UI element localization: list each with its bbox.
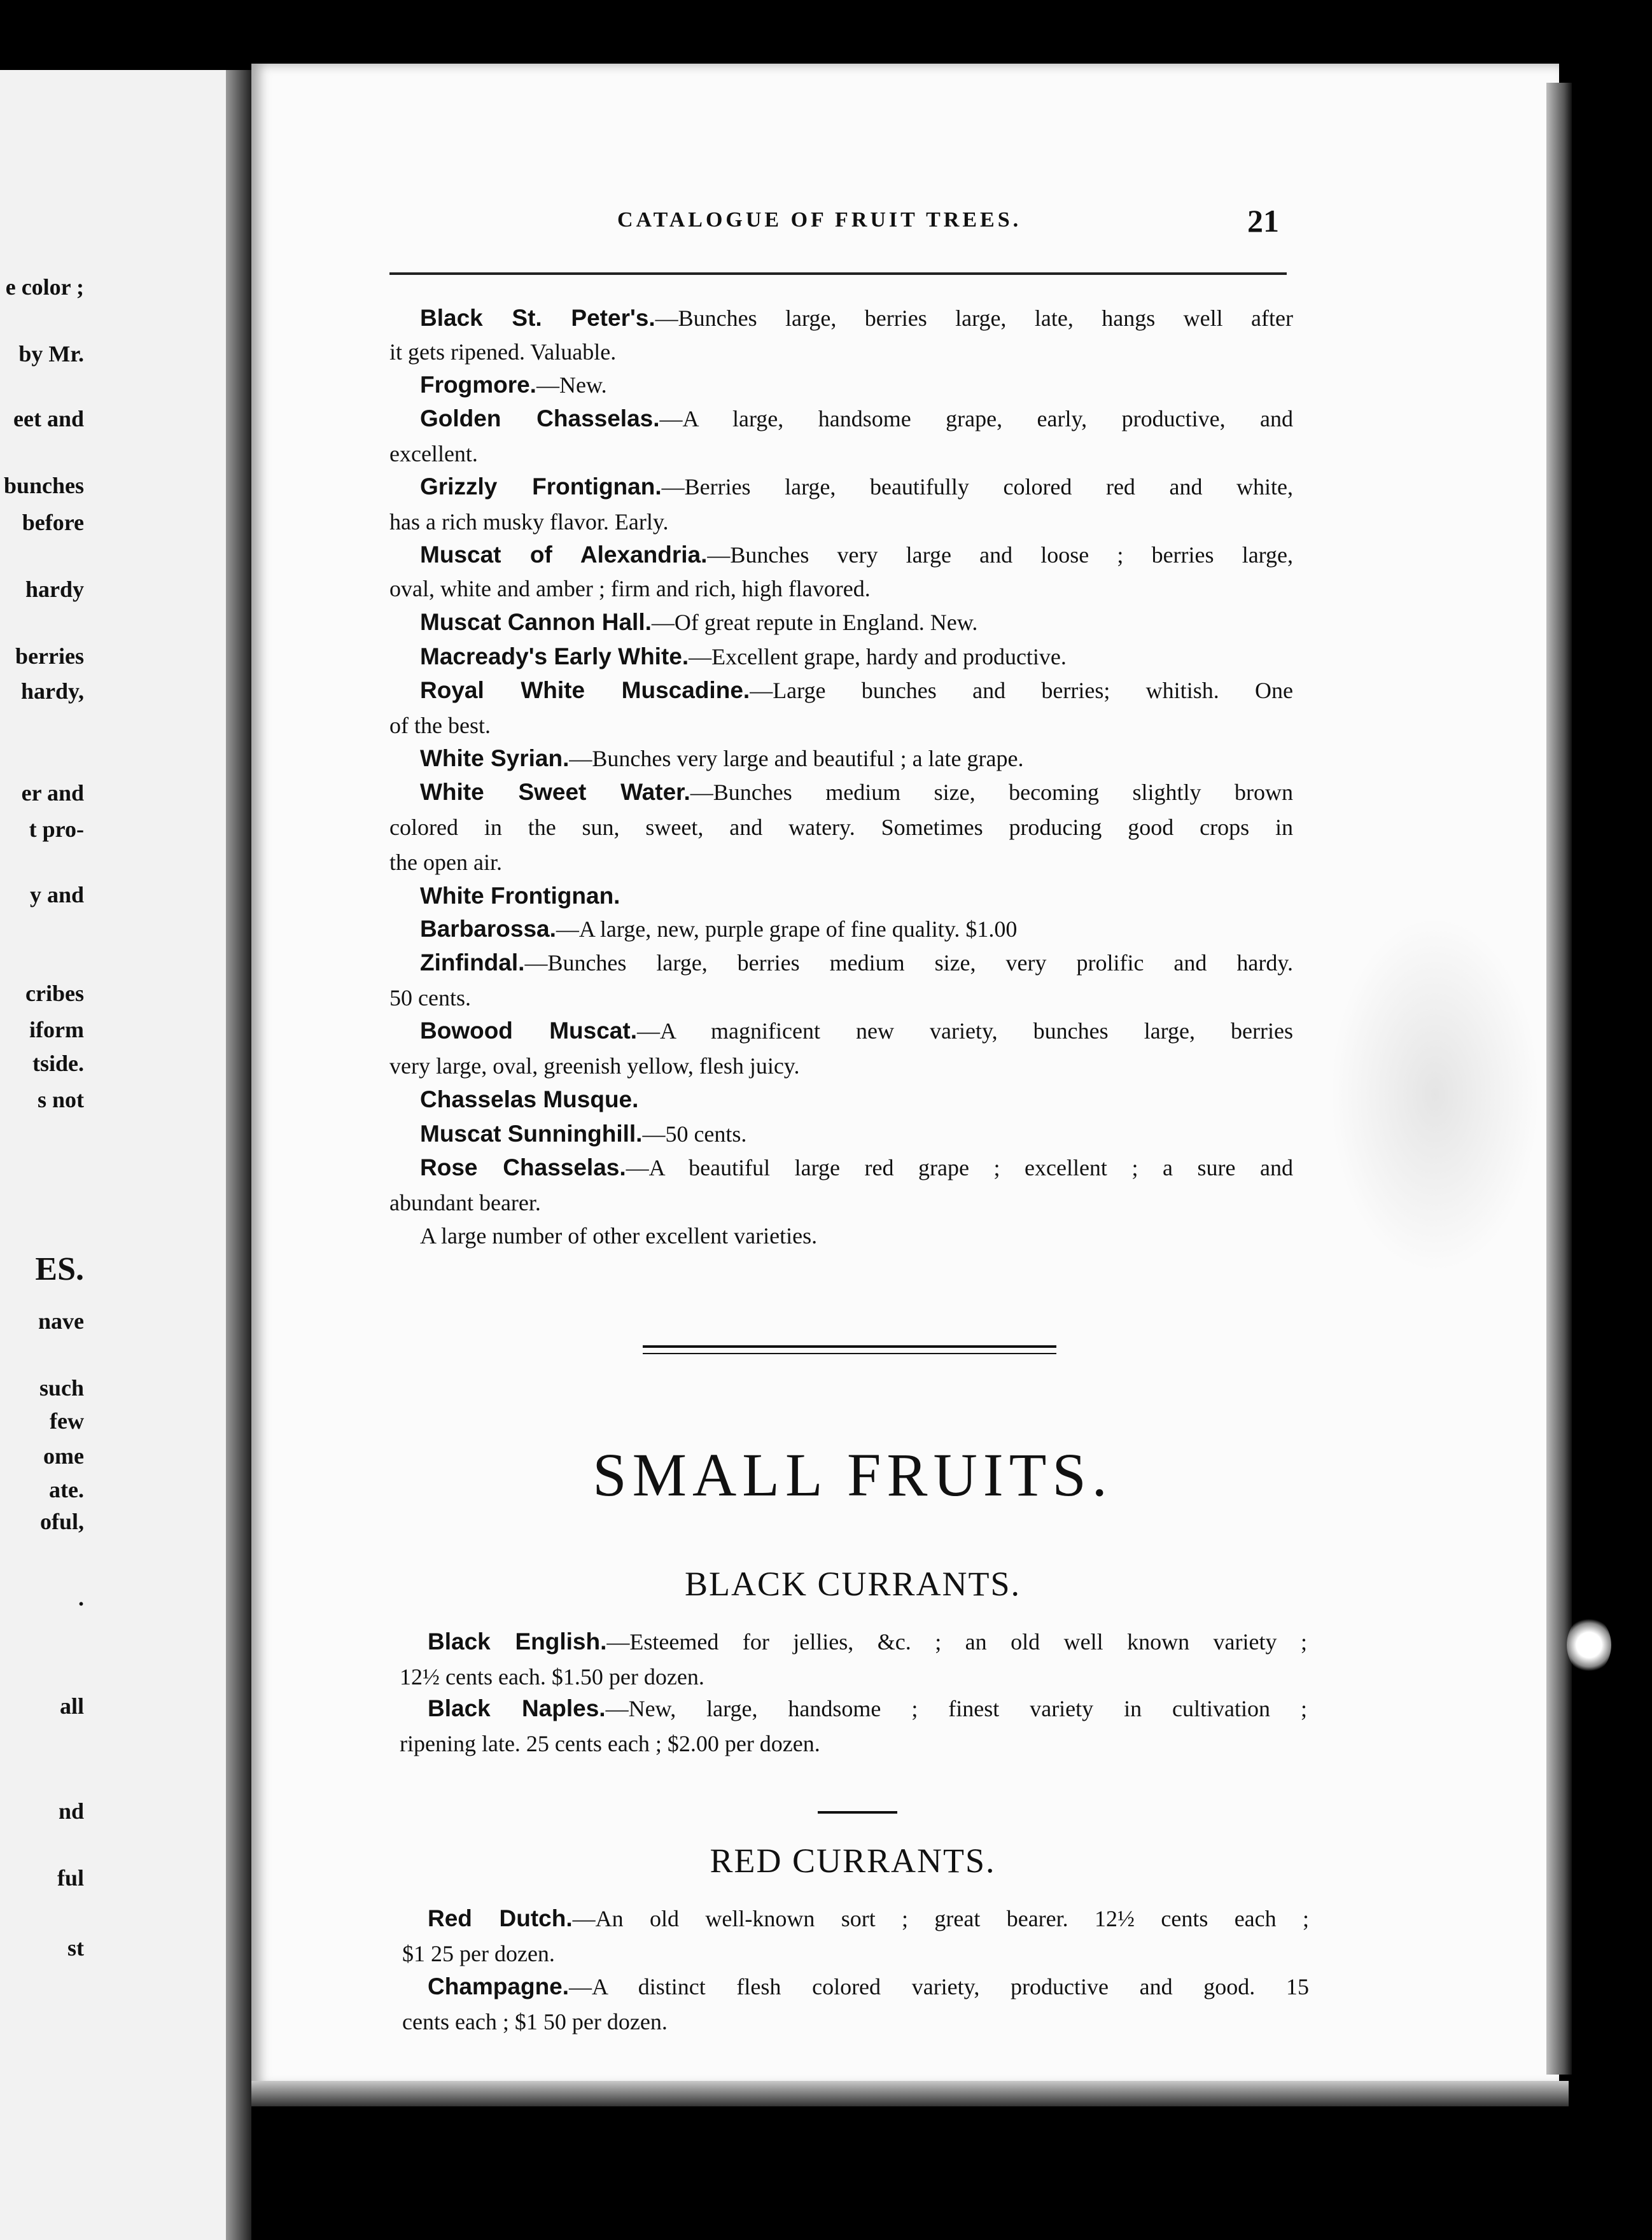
variety-name: Golden Chasselas. — [420, 405, 660, 431]
variety-description: —Excellent grape, hardy and productive. — [689, 644, 1067, 669]
previous-page-fragment: nd — [58, 1798, 84, 1824]
section-rule — [643, 1345, 1056, 1348]
variety-description: —A beautiful large red grape ; excellent ; a sure and — [626, 1155, 1293, 1180]
variety-description: —New, large, handsome ; finest variety in cultivation ; — [605, 1696, 1307, 1721]
previous-page-text — [0, 70, 229, 2240]
grape-entry — [420, 644, 1324, 669]
entry-continuation: abundant bearer. — [389, 1190, 541, 1215]
variety-description: —Of great repute in England. New. — [651, 610, 978, 635]
variety-description: —New. — [536, 372, 607, 398]
variety-description: —Bunches very large and beautiful ; a late grape. — [569, 746, 1024, 771]
variety-name: Muscat Cannon Hall. — [420, 609, 652, 635]
entry-continuation: the open air. — [389, 850, 502, 875]
previous-page-fragment: bunches — [3, 473, 84, 498]
entry-continuation: oval, white and amber ; firm and rich, high flavored. — [389, 576, 871, 601]
previous-page-fragment: nave — [38, 1308, 84, 1334]
variety-description: —Bunches very large and loose ; berries large, — [707, 542, 1293, 568]
variety-name: Zinfindal. — [420, 949, 525, 976]
header-rule — [389, 272, 1287, 275]
entry-continuation: colored in the sun, sweet, and watery. Sometimes producing good crops in — [389, 815, 1293, 840]
previous-page-fragment: such — [39, 1375, 84, 1401]
grape-entry — [420, 372, 1324, 398]
currant-entry — [428, 1906, 1309, 1931]
previous-page-fragment: hardy, — [20, 678, 84, 704]
previous-page-fragment: iform — [29, 1017, 84, 1042]
variety-description: —A large, handsome grape, early, productive, and — [659, 406, 1293, 431]
previous-page-fragment: eet and — [13, 406, 84, 431]
variety-description: —Bunches large, berries medium size, very prolific and hardy. — [524, 950, 1293, 976]
variety-description: —Large bunches and berries; whitish. One — [750, 678, 1294, 703]
entry-continuation: has a rich musky flavor. Early. — [389, 509, 669, 535]
previous-page-fragment: s not — [37, 1087, 84, 1112]
variety-name: Red Dutch. — [428, 1905, 573, 1931]
subsection-heading: RED CURRANTS. — [710, 1842, 996, 1880]
running-head: CATALOGUE OF FRUIT TREES. — [617, 208, 1022, 232]
grape-entry — [420, 780, 1293, 805]
previous-page-fragment: few — [50, 1408, 84, 1434]
entry-continuation: 12½ cents each. $1.50 per dozen. — [400, 1664, 704, 1690]
variety-description: —Bunches medium size, becoming slightly brown — [690, 780, 1293, 805]
variety-name: Rose Chasselas. — [420, 1154, 626, 1180]
previous-page-fragment: st — [67, 1935, 84, 1961]
grape-entry — [420, 1155, 1293, 1180]
grape-entry — [420, 883, 1324, 909]
variety-name: Muscat Sunninghill. — [420, 1121, 643, 1147]
variety-description: —Berries large, beautifully colored red and white, — [661, 474, 1293, 500]
currant-entry — [428, 1629, 1307, 1655]
page-edge-bottom — [251, 2081, 1569, 2106]
variety-name: Chasselas Musque. — [420, 1086, 639, 1112]
previous-page-fragment: by Mr. — [18, 341, 84, 367]
previous-page-fragment: oful, — [39, 1509, 84, 1534]
variety-name: Black English. — [428, 1628, 607, 1655]
paper-speck — [1567, 1616, 1611, 1674]
entry-continuation: of the best. — [389, 713, 491, 738]
grape-entry — [420, 305, 1293, 331]
previous-page-fragment: ate. — [49, 1477, 84, 1502]
entry-continuation: very large, oval, greenish yellow, flesh juicy. — [389, 1053, 800, 1079]
variety-description: —A distinct flesh colored variety, productive and good. 15 — [569, 1974, 1309, 1999]
grape-entry — [420, 746, 1324, 771]
previous-page-fragment: tside. — [32, 1051, 84, 1076]
grape-entry — [420, 542, 1293, 568]
previous-page-fragment: y and — [29, 882, 84, 907]
grape-entry — [420, 916, 1324, 942]
book-gutter — [226, 70, 251, 2240]
subsection-heading: BLACK CURRANTS. — [684, 1565, 1021, 1603]
previous-page-fragment: t pro- — [29, 816, 84, 842]
section-rule — [643, 1353, 1056, 1354]
page-number: 21 — [1247, 203, 1279, 239]
entry-continuation: ripening late. 25 cents each ; $2.00 per dozen. — [400, 1731, 820, 1756]
variety-name: Grizzly Frontignan. — [420, 473, 662, 500]
previous-page-fragment: ome — [43, 1443, 84, 1469]
page-edge — [1546, 83, 1572, 2075]
currant-entry — [428, 1974, 1309, 1999]
variety-description: —Esteemed for jellies, &c. ; an old well known variety ; — [606, 1629, 1307, 1655]
grape-entry — [420, 950, 1293, 976]
variety-description: —A magnificent new variety, bunches large, berries — [636, 1018, 1293, 1044]
grape-entry — [420, 474, 1293, 500]
entry-continuation: 50 cents. — [389, 985, 471, 1011]
variety-name: Muscat of Alexandria. — [420, 542, 708, 568]
grape-entry — [420, 1121, 1324, 1147]
grape-entry — [420, 610, 1324, 635]
entry-continuation: excellent. — [389, 441, 478, 466]
previous-page — [0, 70, 229, 2240]
previous-page-fragment: e color ; — [5, 274, 84, 300]
previous-page-fragment: hardy — [25, 577, 84, 602]
variety-description: —A large, new, purple grape of fine quality. $1.00 — [556, 916, 1018, 942]
variety-name: Black St. Peter's. — [420, 305, 655, 331]
currant-entry — [428, 1696, 1307, 1721]
previous-page-fragment: ES. — [35, 1251, 84, 1287]
variety-description: —50 cents. — [642, 1121, 747, 1147]
variety-name: White Syrian. — [420, 745, 570, 771]
variety-name: Black Naples. — [428, 1695, 606, 1721]
variety-name: Frogmore. — [420, 372, 536, 398]
grapes-closing-note: A large number of other excellent varieties. — [420, 1223, 818, 1249]
entry-continuation: it gets ripened. Valuable. — [389, 339, 617, 365]
variety-name: White Sweet Water. — [420, 779, 690, 805]
previous-page-fragment: all — [59, 1693, 84, 1719]
previous-page-fragment: before — [22, 510, 84, 535]
previous-page-fragment: berries — [15, 643, 84, 669]
previous-page-fragment: . — [78, 1585, 84, 1611]
variety-description: —Bunches large, berries large, late, hangs well after — [655, 305, 1293, 331]
previous-page-fragment: er and — [21, 780, 84, 806]
entry-continuation: cents each ; $1 50 per dozen. — [402, 2009, 668, 2034]
variety-name: White Frontignan. — [420, 883, 620, 909]
section-title: SMALL FRUITS. — [592, 1441, 1113, 1509]
variety-name: Macready's Early White. — [420, 643, 689, 669]
previous-page-fragment: ful — [57, 1865, 84, 1891]
grape-entry — [420, 1018, 1293, 1044]
grape-entry — [420, 678, 1293, 703]
grape-entry — [420, 406, 1293, 431]
entry-continuation: $1 25 per dozen. — [402, 1941, 555, 1966]
subsection-rule — [818, 1811, 897, 1814]
variety-name: Champagne. — [428, 1973, 570, 1999]
grape-entry — [420, 1087, 1324, 1112]
previous-page-fragment: cribes — [25, 981, 84, 1006]
variety-description: —An old well-known sort ; great bearer. 12½ cents each ; — [572, 1906, 1309, 1931]
variety-name: Royal White Muscadine. — [420, 677, 750, 703]
variety-name: Barbarossa. — [420, 916, 556, 942]
variety-name: Bowood Muscat. — [420, 1018, 637, 1044]
